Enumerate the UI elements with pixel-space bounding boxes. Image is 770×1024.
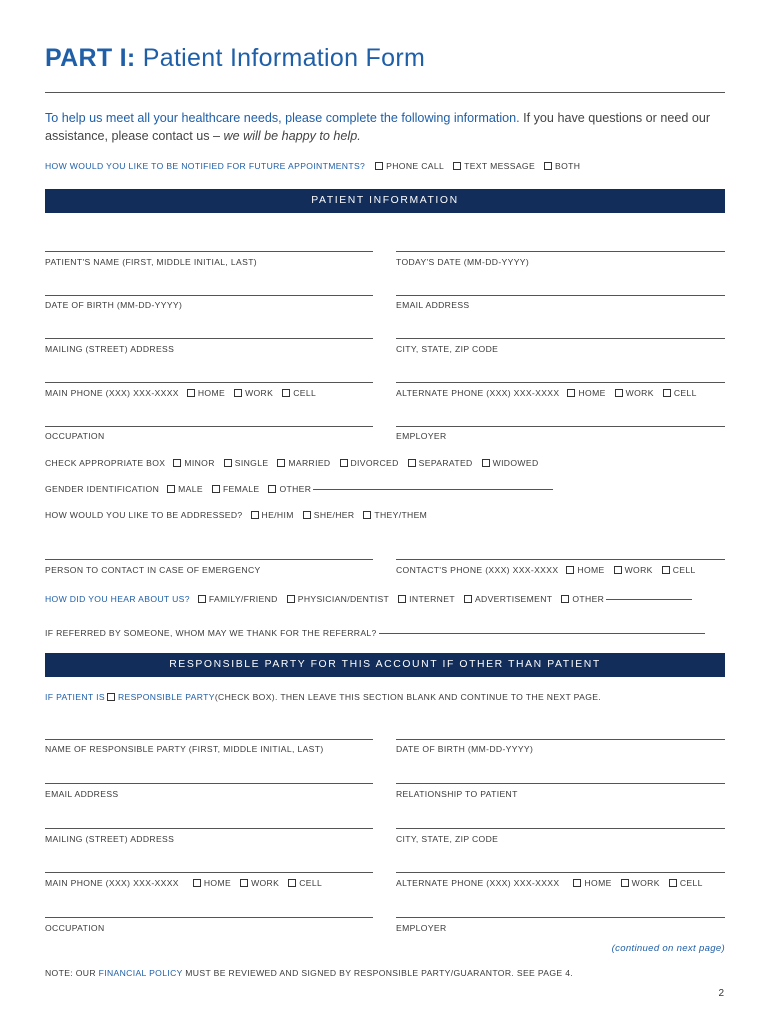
hear-label: HOW DID YOU HEAR ABOUT US? bbox=[45, 594, 190, 604]
checkbox[interactable] bbox=[453, 162, 461, 170]
rp-main-phone-label: MAIN PHONE (XXX) XXX-XXXX bbox=[45, 878, 179, 888]
checkbox[interactable] bbox=[573, 879, 581, 887]
email-line[interactable] bbox=[396, 295, 725, 296]
checkbox[interactable] bbox=[167, 485, 175, 493]
checkbox[interactable] bbox=[268, 485, 276, 493]
checkbox[interactable] bbox=[340, 459, 348, 467]
contact-phone-label: CONTACT'S PHONE (XXX) XXX-XXXX bbox=[396, 565, 559, 575]
option-label: DIVORCED bbox=[350, 458, 399, 468]
hear-internet[interactable] bbox=[398, 594, 455, 604]
contact-phone-cell[interactable] bbox=[662, 565, 696, 575]
note-suffix: MUST BE REVIEWED AND SIGNED BY RESPONSIBLE PARTY/GUARANTOR. SEE PAGE 4. bbox=[182, 968, 574, 978]
checkbox[interactable] bbox=[234, 389, 242, 397]
intro-italic: we will be happy to help. bbox=[223, 129, 361, 143]
rp-alt-phone-line[interactable] bbox=[396, 872, 725, 873]
rp-main-phone-cell[interactable] bbox=[288, 878, 322, 888]
rp-email-label: EMAIL ADDRESS bbox=[45, 789, 119, 799]
referred-line[interactable] bbox=[379, 633, 705, 634]
gender-other[interactable] bbox=[268, 484, 311, 494]
option-label: THEY/THEM bbox=[374, 510, 428, 520]
option-label: WIDOWED bbox=[492, 458, 539, 468]
option-label: CELL bbox=[293, 388, 317, 398]
option-label: CELL bbox=[679, 878, 703, 888]
rp-dob-line[interactable] bbox=[396, 739, 725, 740]
option-label: OTHER bbox=[279, 484, 312, 494]
hear-family[interactable] bbox=[198, 594, 278, 604]
option-label: WORK bbox=[625, 388, 654, 398]
rp-occupation-label: OCCUPATION bbox=[45, 923, 105, 933]
rp-name-line[interactable] bbox=[45, 739, 373, 740]
checkbox[interactable] bbox=[544, 162, 552, 170]
pronoun-he[interactable] bbox=[251, 510, 294, 520]
dob-line[interactable] bbox=[45, 295, 373, 296]
option-label: CELL bbox=[673, 388, 697, 398]
rp-email-line[interactable] bbox=[45, 783, 373, 784]
notify-question: HOW WOULD YOU LIKE TO BE NOTIFIED FOR FUTURE APPOINTMENTS? bbox=[45, 161, 366, 171]
main-phone-cell[interactable] bbox=[282, 388, 316, 398]
marital-divorced[interactable] bbox=[340, 458, 399, 468]
rp-mailing-line[interactable] bbox=[45, 828, 373, 829]
rp-main-phone-work[interactable] bbox=[240, 878, 279, 888]
checkbox[interactable] bbox=[288, 879, 296, 887]
mailing-line[interactable] bbox=[45, 338, 373, 339]
option-label: SEPARATED bbox=[418, 458, 473, 468]
pronoun-label: HOW WOULD YOU LIKE TO BE ADDRESSED? bbox=[45, 510, 243, 520]
instruction-prefix: IF PATIENT IS bbox=[45, 692, 105, 702]
mailing-label: MAILING (STREET) ADDRESS bbox=[45, 344, 175, 354]
title-part: PART I: bbox=[45, 44, 136, 72]
checkbox[interactable] bbox=[408, 459, 416, 467]
page-title bbox=[45, 44, 425, 73]
alt-phone-line[interactable] bbox=[396, 382, 725, 383]
option-label: SHE/HER bbox=[313, 510, 355, 520]
hear-other-line[interactable] bbox=[606, 599, 692, 600]
alt-phone-row bbox=[396, 388, 697, 398]
rp-alt-phone-cell[interactable] bbox=[669, 878, 703, 888]
page-number: 2 bbox=[718, 988, 724, 999]
option-label: HOME bbox=[203, 878, 232, 888]
option-label: HOME bbox=[584, 878, 612, 888]
option-label: OTHER bbox=[572, 594, 605, 604]
rp-main-phone-line[interactable] bbox=[45, 872, 373, 873]
gender-other-line[interactable] bbox=[313, 489, 553, 490]
instruction-responsible: RESPONSIBLE PARTY bbox=[117, 692, 215, 702]
option-label: WORK bbox=[251, 878, 280, 888]
rp-occupation-line[interactable] bbox=[45, 917, 373, 918]
checkbox[interactable] bbox=[193, 879, 201, 887]
marital-row bbox=[45, 458, 548, 468]
main-phone-home[interactable] bbox=[187, 388, 225, 398]
city-label: CITY, STATE, ZIP CODE bbox=[396, 344, 499, 354]
rp-alt-phone-work[interactable] bbox=[621, 878, 660, 888]
checkbox[interactable] bbox=[375, 162, 383, 170]
referral-source-row bbox=[45, 594, 692, 604]
checkbox[interactable] bbox=[363, 511, 371, 519]
checkbox[interactable] bbox=[615, 389, 623, 397]
pronoun-she[interactable] bbox=[303, 510, 355, 520]
notify-row bbox=[45, 161, 589, 171]
checkbox[interactable] bbox=[567, 389, 575, 397]
option-label: ADVERTISEMENT bbox=[474, 594, 553, 604]
rp-relationship-label: RELATIONSHIP TO PATIENT bbox=[396, 789, 518, 799]
rp-name-label: NAME OF RESPONSIBLE PARTY (FIRST, MIDDLE INITIAL, LAST) bbox=[45, 744, 324, 754]
option-label: SINGLE bbox=[234, 458, 269, 468]
option-label: HOME bbox=[578, 388, 606, 398]
main-phone-work[interactable] bbox=[234, 388, 273, 398]
marital-widowed[interactable] bbox=[482, 458, 539, 468]
rp-mailing-label: MAILING (STREET) ADDRESS bbox=[45, 834, 175, 844]
marital-married[interactable] bbox=[277, 458, 330, 468]
option-label: HOME bbox=[197, 388, 226, 398]
financial-policy-link[interactable]: FINANCIAL POLICY bbox=[98, 968, 183, 978]
alt-phone-home[interactable] bbox=[567, 388, 605, 398]
pronoun-they[interactable] bbox=[363, 510, 427, 520]
option-label: MALE bbox=[178, 484, 203, 494]
rp-main-phone-home[interactable] bbox=[193, 878, 231, 888]
alt-phone-label: ALTERNATE PHONE (XXX) XXX-XXXX bbox=[396, 388, 560, 398]
patient-info-header: PATIENT INFORMATION bbox=[45, 189, 725, 213]
note-prefix: NOTE: OUR bbox=[45, 968, 99, 978]
checkbox[interactable] bbox=[663, 389, 671, 397]
option-label: HE/HIM bbox=[261, 510, 294, 520]
todays-date-label: TODAY'S DATE (MM-DD-YYYY) bbox=[396, 257, 530, 267]
option-label: CELL bbox=[672, 565, 696, 575]
checkbox[interactable] bbox=[614, 566, 622, 574]
rp-relationship-line[interactable] bbox=[396, 783, 725, 784]
main-phone-line[interactable] bbox=[45, 382, 373, 383]
rp-employer-label: EMPLOYER bbox=[396, 923, 447, 933]
patient-is-responsible-checkbox[interactable] bbox=[107, 693, 115, 701]
option-label: PHONE CALL bbox=[386, 161, 445, 171]
main-phone-row bbox=[45, 388, 325, 398]
option-label: WORK bbox=[245, 388, 274, 398]
instruction-rest: (CHECK BOX). THEN LEAVE THIS SECTION BLANK AND CONTINUE TO THE NEXT PAGE. bbox=[214, 692, 602, 702]
rp-alt-phone-home[interactable] bbox=[573, 878, 611, 888]
intro-text bbox=[45, 109, 735, 145]
responsible-instruction bbox=[45, 692, 601, 702]
intro-plain: If you have questions or need our assistance, please contact us – bbox=[45, 111, 711, 143]
checkbox[interactable] bbox=[398, 595, 406, 603]
option-label: MINOR bbox=[184, 458, 215, 468]
emergency-line[interactable] bbox=[45, 559, 373, 560]
checkbox[interactable] bbox=[212, 485, 220, 493]
checkbox[interactable] bbox=[561, 595, 569, 603]
option-label: TEXT MESSAGE bbox=[464, 161, 536, 171]
option-label: BOTH bbox=[555, 161, 581, 171]
option-label: FAMILY/FRIEND bbox=[208, 594, 278, 604]
continued-note: (continued on next page) bbox=[611, 943, 725, 954]
referred-label: IF REFERRED BY SOMEONE, WHOM MAY WE THANK FOR THE REFERRAL? bbox=[45, 628, 377, 638]
referred-row bbox=[45, 628, 705, 638]
contact-phone-row bbox=[396, 565, 696, 575]
occupation-line[interactable] bbox=[45, 426, 373, 427]
rp-city-label: CITY, STATE, ZIP CODE bbox=[396, 834, 499, 844]
gender-male[interactable] bbox=[167, 484, 203, 494]
dob-label: DATE OF BIRTH (MM-DD-YYYY) bbox=[45, 300, 183, 310]
financial-policy-note bbox=[45, 968, 573, 978]
gender-female[interactable] bbox=[212, 484, 259, 494]
checkbox[interactable] bbox=[566, 566, 574, 574]
rp-employer-line[interactable] bbox=[396, 917, 725, 918]
checkbox[interactable] bbox=[303, 511, 311, 519]
rp-main-phone-row bbox=[45, 878, 331, 888]
checkbox[interactable] bbox=[277, 459, 285, 467]
checkbox[interactable] bbox=[621, 879, 629, 887]
checkbox[interactable] bbox=[287, 595, 295, 603]
notify-phone-option[interactable] bbox=[375, 161, 444, 171]
alt-phone-cell[interactable] bbox=[663, 388, 697, 398]
emergency-label: PERSON TO CONTACT IN CASE OF EMERGENCY bbox=[45, 565, 261, 575]
marital-label: CHECK APPROPRIATE BOX bbox=[45, 458, 166, 468]
option-label: MARRIED bbox=[288, 458, 331, 468]
hear-physician[interactable] bbox=[287, 594, 389, 604]
option-label: INTERNET bbox=[409, 594, 455, 604]
checkbox[interactable] bbox=[464, 595, 472, 603]
checkbox[interactable] bbox=[662, 566, 670, 574]
notify-both-option[interactable] bbox=[544, 161, 580, 171]
intro-blue: To help us meet all your healthcare needs, please complete the following information. bbox=[45, 111, 520, 125]
rp-alt-phone-label: ALTERNATE PHONE (XXX) XXX-XXXX bbox=[396, 878, 560, 888]
hear-other[interactable] bbox=[561, 594, 604, 604]
notify-text-option[interactable] bbox=[453, 161, 535, 171]
option-label: FEMALE bbox=[222, 484, 260, 494]
employer-line[interactable] bbox=[396, 426, 725, 427]
alt-phone-work[interactable] bbox=[615, 388, 654, 398]
patient-name-label: PATIENT'S NAME (FIRST, MIDDLE INITIAL, LAST) bbox=[45, 257, 258, 267]
checkbox[interactable] bbox=[669, 879, 677, 887]
checkbox[interactable] bbox=[240, 879, 248, 887]
main-phone-label: MAIN PHONE (XXX) XXX-XXXX bbox=[45, 388, 179, 398]
checkbox[interactable] bbox=[482, 459, 490, 467]
marital-single[interactable] bbox=[224, 458, 269, 468]
option-label: HOME bbox=[577, 565, 605, 575]
option-label: PHYSICIAN/DENTIST bbox=[297, 594, 390, 604]
marital-separated[interactable] bbox=[408, 458, 473, 468]
checkbox[interactable] bbox=[282, 389, 290, 397]
option-label: CELL bbox=[299, 878, 323, 888]
contact-phone-line[interactable] bbox=[396, 559, 725, 560]
patient-name-line[interactable] bbox=[45, 251, 373, 252]
hear-advertisement[interactable] bbox=[464, 594, 552, 604]
checkbox[interactable] bbox=[187, 389, 195, 397]
contact-phone-work[interactable] bbox=[614, 565, 653, 575]
email-label: EMAIL ADDRESS bbox=[396, 300, 470, 310]
rp-city-line[interactable] bbox=[396, 828, 725, 829]
city-line[interactable] bbox=[396, 338, 725, 339]
checkbox[interactable] bbox=[198, 595, 206, 603]
checkbox[interactable] bbox=[251, 511, 259, 519]
checkbox[interactable] bbox=[224, 459, 232, 467]
rp-dob-label: DATE OF BIRTH (MM-DD-YYYY) bbox=[396, 744, 534, 754]
option-label: WORK bbox=[624, 565, 653, 575]
rp-alt-phone-row bbox=[396, 878, 703, 888]
todays-date-line[interactable] bbox=[396, 251, 725, 252]
gender-label: GENDER IDENTIFICATION bbox=[45, 484, 160, 494]
occupation-label: OCCUPATION bbox=[45, 431, 105, 441]
pronoun-row bbox=[45, 510, 436, 520]
title-divider bbox=[45, 92, 725, 93]
marital-minor[interactable] bbox=[173, 458, 214, 468]
option-label: WORK bbox=[631, 878, 660, 888]
title-text: Patient Information Form bbox=[135, 44, 426, 72]
employer-label: EMPLOYER bbox=[396, 431, 447, 441]
contact-phone-home[interactable] bbox=[566, 565, 604, 575]
checkbox[interactable] bbox=[173, 459, 181, 467]
responsible-party-header: RESPONSIBLE PARTY FOR THIS ACCOUNT IF OTHER THAN PATIENT bbox=[45, 653, 725, 677]
gender-row bbox=[45, 484, 553, 494]
